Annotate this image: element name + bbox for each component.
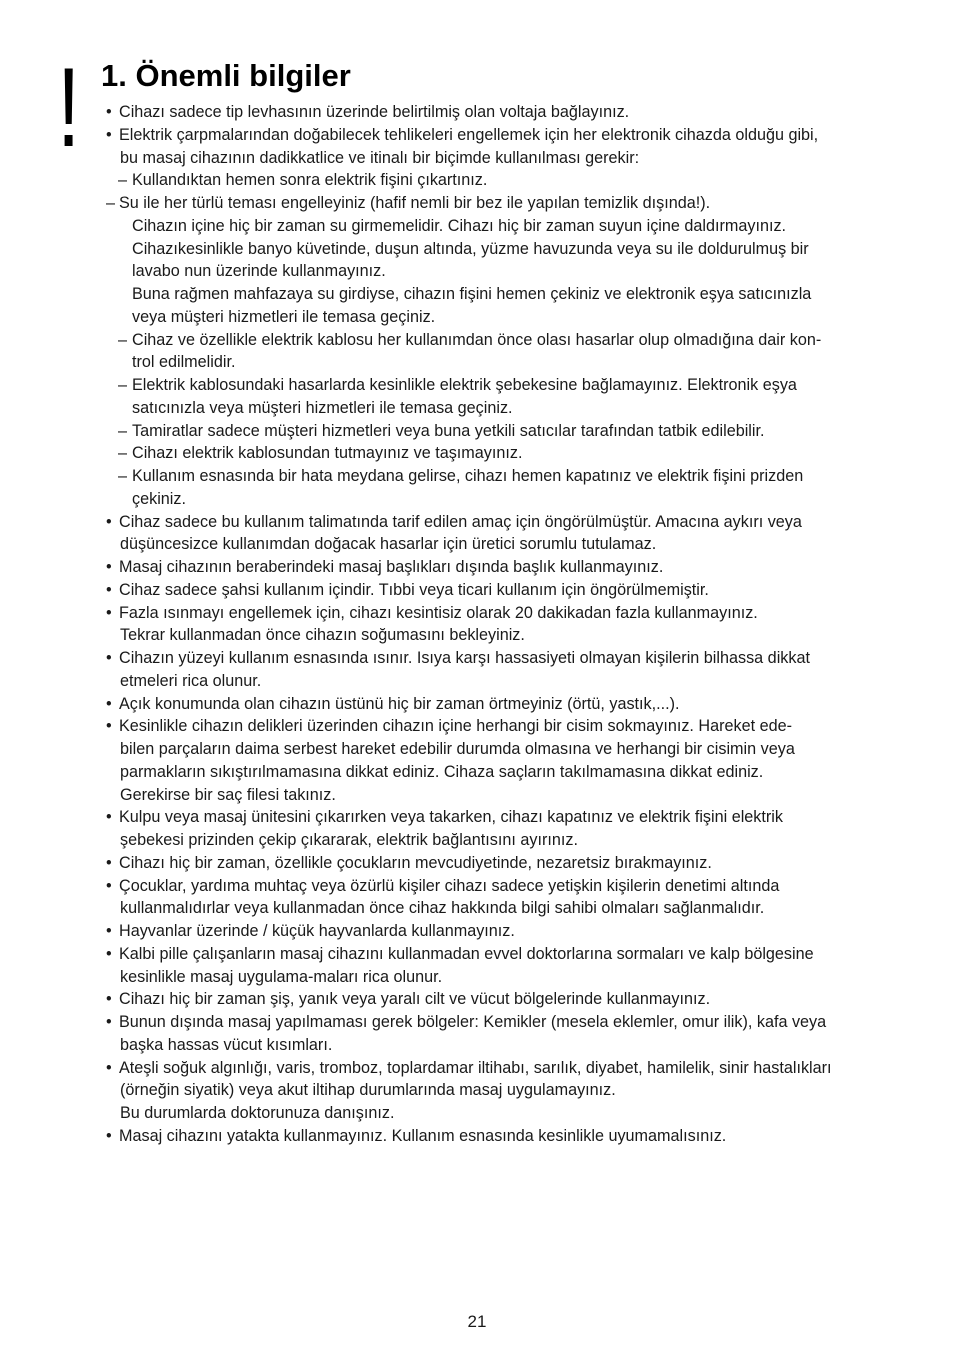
- bullet-item: [0, 920, 954, 943]
- bullet-item: [0, 579, 954, 602]
- bullet-marker: •: [106, 1126, 112, 1145]
- line-text: Kulpu veya masaj ünitesini çıkarırken veya takarken, cihazı kapatınız ve elektrik fişini elektrik: [119, 808, 783, 827]
- bullet-marker: •: [106, 808, 112, 827]
- continuation-line: [0, 624, 954, 647]
- bullet-marker: •: [106, 1058, 112, 1077]
- bullet-item: [0, 647, 954, 670]
- dash-sub-item: [0, 169, 954, 192]
- bullet-item: [0, 101, 954, 124]
- line-text: lavabo nun üzerinde kullanmayınız.: [132, 262, 386, 281]
- line-text: veya müşteri hizmetleri ile temasa geçiniz.: [132, 307, 436, 326]
- dash-marker: –: [118, 421, 128, 440]
- bullet-marker: •: [106, 922, 112, 940]
- line-text: Kullandıktan hemen sonra elektrik fişini çıkartınız.: [132, 171, 488, 190]
- continuation-line: [0, 829, 954, 852]
- bullet-marker: •: [106, 990, 112, 1009]
- line-text: parmakların sıkıştırılmamasına dikkat ediniz. Cihaza saçların takılmamasına dikkat ediniz.: [120, 762, 764, 781]
- dash-marker: –: [106, 194, 116, 212]
- continuation-line: [0, 397, 954, 420]
- continuation-line: [0, 283, 954, 306]
- page-title: 1. Önemli bilgiler: [101, 58, 351, 93]
- line-text: düşüncesizce kullanımdan doğacak hasarlar için üretici sorumlu tutulamaz.: [120, 535, 657, 554]
- line-text: Kesinlikle cihazın delikleri üzerinden cihazın içine herhangi bir cisim sokmayınız. Hareket ede-: [119, 717, 792, 736]
- line-text: (örneğin siyatik) veya akut iltihap durumlarında masaj uygulamayınız.: [120, 1081, 616, 1100]
- continuation-line: [0, 533, 954, 556]
- continuation-line: [0, 215, 954, 238]
- line-text: Çocuklar, yardıma muhtaç veya özürlü kişiler cihazı sadece yetişkin kişilerin denetimi altında: [119, 876, 780, 895]
- line-text: Cihazıkesinlikle banyo küvetinde, duşun altında, yüzme havuzunda veya su ile doldurulmuş bir: [132, 239, 809, 258]
- line-text: Cihazı elektrik kablosundan tutmayınız ve taşımayınız.: [132, 444, 523, 463]
- continuation-line: [0, 351, 954, 374]
- line-text: Kalbi pille çalışanların masaj cihazını kullanmadan evvel doktorlarına sormaları ve kalp bölgesine: [119, 944, 814, 963]
- line-text: Cihazın içine hiç bir zaman su girmemelidir. Cihazı hiç bir zaman suyun içine daldırmayınız.: [132, 216, 787, 235]
- line-text: Masaj cihazını yatakta kullanmayınız. Kullanım esnasında kesinlikle uyumamalısınız.: [119, 1126, 727, 1145]
- bullet-item: [0, 806, 954, 829]
- bullet-marker: •: [106, 125, 112, 144]
- continuation-line: [0, 488, 954, 511]
- line-text: etmeleri rica olunur.: [120, 671, 262, 690]
- line-text: Açık konumunda olan cihazın üstünü hiç bir zaman örtmeyiniz (örtü, yastık,...).: [119, 694, 680, 713]
- dash-sub-item: [0, 465, 954, 488]
- line-text: Cihazın yüzeyi kullanım esnasında ısınır. Isıya karşı hassasiyeti olmayan kişilerin bilhassa dikkat: [119, 649, 810, 667]
- bullet-marker: •: [106, 694, 112, 713]
- line-text: Tamiratlar sadece müşteri hizmetleri veya buna yetkili satıcılar tarafından tatbik edilebilir.: [132, 421, 765, 440]
- bullet-item: [0, 602, 954, 625]
- bullet-item: [0, 943, 954, 966]
- dash-sub-item: [0, 192, 954, 215]
- line-text: Su ile her türlü teması engelleyiniz (hafif nemli bir bez ile yapılan temizlik dışında!).: [119, 194, 711, 212]
- line-text: Elektrik çarpmalarından doğabilecek tehlikeleri engellemek için her elektronik cihazda olduğu gibi,: [119, 125, 819, 144]
- dash-marker: –: [118, 171, 128, 190]
- line-text: Elektrik kablosundaki hasarlarda kesinlikle elektrik şebekesine bağlamayınız. Elektronik eşya: [132, 376, 797, 394]
- line-text: bu masaj cihazının dadikkatlice ve itinalı bir biçimde kullanılması gerekir:: [120, 148, 640, 167]
- continuation-line: [0, 1102, 954, 1125]
- bullet-item: [0, 1125, 954, 1148]
- line-text: Cihaz sadece bu kullanım talimatında tarif edilen amaç için öngörülmüştür. Amacına aykırı veya: [119, 512, 802, 531]
- bullet-item: [0, 1011, 954, 1034]
- line-text: Fazla ısınmayı engellemek için, cihazı kesintisiz olarak 20 dakikadan fazla kullanmayınız.: [119, 603, 758, 622]
- dash-sub-item: [0, 374, 954, 397]
- bullet-marker: •: [106, 512, 112, 531]
- safety-instructions-list: [0, 101, 954, 1148]
- bullet-marker: •: [106, 1013, 112, 1031]
- line-text: Tekrar kullanmadan önce cihazın soğumasını bekleyiniz.: [120, 626, 525, 645]
- continuation-line: [0, 306, 954, 329]
- line-text: Buna rağmen mahfazaya su girdiyse, cihazın fişini hemen çekiniz ve elektronik eşya satıcınızla: [132, 285, 812, 303]
- continuation-line: [0, 238, 954, 261]
- continuation-line: [0, 738, 954, 761]
- line-text: Hayvanlar üzerinde / küçük hayvanlarda kullanmayınız.: [119, 922, 515, 940]
- dash-marker: –: [118, 444, 128, 463]
- bullet-item: [0, 693, 954, 716]
- line-text: Cihazı hiç bir zaman, özellikle çocukların mevcudiyetinde, nezaretsiz bırakmayınız.: [119, 853, 712, 872]
- bullet-marker: •: [106, 580, 112, 599]
- continuation-line: [0, 966, 954, 989]
- dash-marker: –: [118, 467, 128, 485]
- bullet-marker: •: [106, 944, 112, 963]
- continuation-line: [0, 147, 954, 170]
- line-text: Kullanım esnasında bir hata meydana gelirse, cihazı hemen kapatınız ve elektrik fişini prizden: [132, 467, 804, 485]
- line-text: Cihazı sadece tip levhasının üzerinde belirtilmiş olan voltaja bağlayınız.: [119, 103, 630, 121]
- line-text: Gerekirse bir saç filesi takınız.: [120, 785, 336, 804]
- bullet-item: [0, 715, 954, 738]
- bullet-item: [0, 124, 954, 147]
- continuation-line: [0, 784, 954, 807]
- line-text: Bunun dışında masaj yapılmaması gerek bölgeler: Kemikler (mesela eklemler, omur ilik), kafa veya: [119, 1013, 827, 1031]
- continuation-line: [0, 1034, 954, 1057]
- dash-sub-item: [0, 329, 954, 352]
- continuation-line: [0, 761, 954, 784]
- bullet-marker: •: [106, 649, 112, 667]
- line-text: Masaj cihazının beraberindeki masaj başlıkları dışında başlık kullanmayınız.: [119, 558, 664, 576]
- line-text: satıcınızla veya müşteri hizmetleri ile temasa geçiniz.: [132, 398, 513, 417]
- bullet-item: [0, 556, 954, 579]
- line-text: Cihaz sadece şahsi kullanım içindir. Tıbbi veya ticari kullanım için öngörülmemiştir.: [119, 580, 709, 599]
- bullet-marker: •: [106, 103, 112, 121]
- line-text: Cihazı hiç bir zaman şiş, yanık veya yaralı cilt ve vücut bölgelerinde kullanmayınız.: [119, 990, 711, 1009]
- bullet-item: [0, 875, 954, 898]
- continuation-line: [0, 1079, 954, 1102]
- continuation-line: [0, 670, 954, 693]
- line-text: şebekesi prizinden çekip çıkararak, elektrik bağlantısını ayırınız.: [120, 831, 578, 849]
- line-text: Bu durumlarda doktorunuza danışınız.: [120, 1104, 395, 1122]
- bullet-marker: •: [106, 853, 112, 872]
- bullet-item: [0, 1057, 954, 1080]
- dash-marker: –: [118, 376, 128, 394]
- line-text: Ateşli soğuk algınlığı, varis, tromboz, toplardamar iltihabı, sarılık, diyabet, hamilelik, sinir hastalıkları: [119, 1058, 832, 1077]
- dash-sub-item: [0, 442, 954, 465]
- bullet-marker: •: [106, 876, 112, 895]
- line-text: çekiniz.: [132, 489, 186, 508]
- line-text: kesinlikle masaj uygulama-maları rica olunur.: [120, 967, 443, 986]
- warning-exclamation-icon: !: [57, 45, 81, 170]
- dash-sub-item: [0, 420, 954, 443]
- bullet-marker: •: [106, 558, 112, 576]
- continuation-line: [0, 897, 954, 920]
- page-number: 21: [467, 1312, 487, 1331]
- continuation-line: [0, 260, 954, 283]
- line-text: trol edilmelidir.: [132, 353, 236, 372]
- line-text: başka hassas vücut kısımları.: [120, 1035, 333, 1054]
- bullet-marker: •: [106, 603, 112, 622]
- bullet-item: [0, 852, 954, 875]
- line-text: Cihaz ve özellikle elektrik kablosu her kullanımdan önce olası hasarlar olup olmadığına dair kon-: [132, 330, 822, 349]
- bullet-marker: •: [106, 717, 112, 736]
- bullet-item: [0, 511, 954, 534]
- bullet-item: [0, 988, 954, 1011]
- line-text: bilen parçaların daima serbest hareket edebilir durumda olmasına ve herhangi bir cisimin veya: [120, 740, 795, 758]
- line-text: kullanmalıdırlar veya kullanmadan önce cihaz hakkında bilgi sahibi olmaları sağlanmalıdır.: [120, 899, 765, 918]
- dash-marker: –: [118, 330, 128, 349]
